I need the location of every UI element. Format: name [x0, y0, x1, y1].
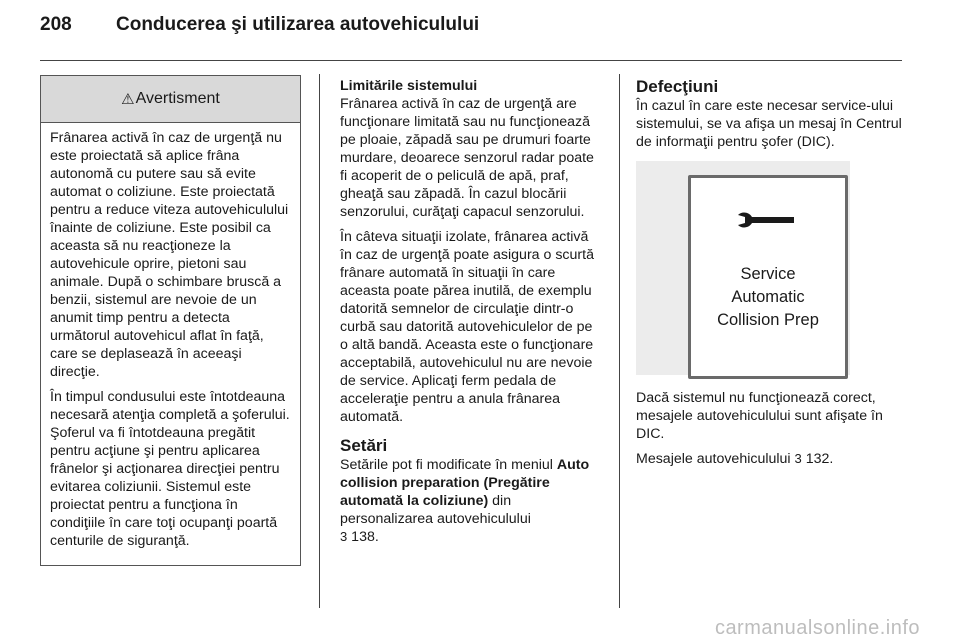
page-number: 208 — [40, 14, 72, 35]
dic-line: Collision Prep — [717, 311, 819, 329]
page-header — [40, 14, 902, 54]
dic-line: Automatic — [731, 288, 805, 306]
chapter-title: Conducerea şi utilizarea autovehiculului — [116, 14, 480, 35]
column-divider — [619, 74, 620, 608]
warning-body — [41, 123, 300, 550]
dic-display — [688, 175, 848, 379]
faults-paragraph: Dacă sistemul nu funcţionează corect, mesajele autovehiculului sunt afişate în DIC. — [636, 390, 883, 442]
page-reference[interactable]: 138. — [347, 529, 379, 545]
xref-arrow-icon: 3 — [794, 451, 802, 466]
warning-header — [41, 76, 300, 123]
watermark: carmanualsonline.info — [714, 617, 920, 639]
faults-title: Defecţiuni — [636, 77, 719, 96]
faults-paragraph: În cazul în care este necesar service-ului sistemului, se va afişa un mesaj în Centrul de informaţii pentru şofer (DIC). — [636, 98, 902, 150]
dic-line: Service — [740, 265, 796, 283]
wrench-icon — [736, 211, 796, 229]
limits-heading: Limitările sistemului — [340, 78, 478, 94]
settings-text: din personalizarea autovehiculului — [340, 493, 531, 527]
header-rule — [40, 60, 902, 61]
xref-arrow-icon: 3 — [340, 529, 348, 544]
settings-menu-name: Auto collision preparation (Pregătire automată la coliziune) — [340, 457, 590, 509]
column-2 — [340, 77, 602, 553]
dic-message — [691, 263, 845, 332]
faults-text: Mesajele autovehiculului — [636, 451, 795, 467]
limits-paragraph: Frânarea activă în caz de urgenţă are funcţionare limitată sau nu funcţionează pe ploaie, zăpadă sau pe drumuri foarte murdare, deoarece senzorul radar poate fi acoperit de o peliculă de apă, praf, gheaţă sau zăpadă. În cazul blocării senzorului, curăţaţi capacul senzorului. — [340, 96, 594, 220]
limits-paragraph: În câteva situaţii izolate, frânarea activă în caz de urgenţă poate asigura o scurtă frânare automată în situaţii în care aceasta poate părea inutilă, de exemplu datorită semnelor de circulaţie dintr-o curbă sau datorită autovehiculelor de pe o altă bandă. Aceasta este o funcţionare acceptabilă, autovehiculul nu are nevoie de service. Aplicaţi ferm pedala de acceleraţie pentru a anula frânarea automată. — [340, 229, 594, 425]
faults-paragraph — [636, 450, 904, 468]
warning-box — [40, 75, 301, 566]
settings-paragraph — [340, 456, 602, 546]
warning-triangle-icon: ⚠ — [121, 91, 135, 108]
column-3 — [636, 77, 904, 475]
page-reference[interactable]: 132. — [801, 451, 834, 467]
settings-text: Setările pot fi modificate în meniul — [340, 457, 557, 473]
warning-paragraph: În timpul condusului este întotdeauna necesară atenţia completă a şoferului. Şoferul va fi întotdeauna pregătit pentru acţiune şi pentru aplicarea frânelor şi acţionarea direcţiei pentru evitarea coliziunii. Sistemul este proiectat pentru a funcţiona în condiţiile în care toţi ocupanţi poartă centurile de siguranţă. — [50, 389, 290, 549]
column-divider — [319, 74, 320, 608]
warning-paragraph: Frânarea activă în caz de urgenţă nu este proiectată să aplice frâna autonomă cu putere sau să evite automat o coliziune. Este proiectată pentru a reduce viteza autovehiculului înainte de coliziune. Este posibil ca aceasta să nu reacţioneze la autovehicule oprire, pietoni sau animale. După o schimbare bruscă a benzii, sistemul are nevoie de un anumit timp pentru a detecta următorul autovehicul aflat în faţă, care se deplasează în aceeaşi direcţie. — [50, 130, 289, 380]
dic-illustration — [636, 161, 850, 375]
warning-title: Avertisment — [135, 90, 220, 107]
settings-title: Setări — [340, 436, 388, 455]
